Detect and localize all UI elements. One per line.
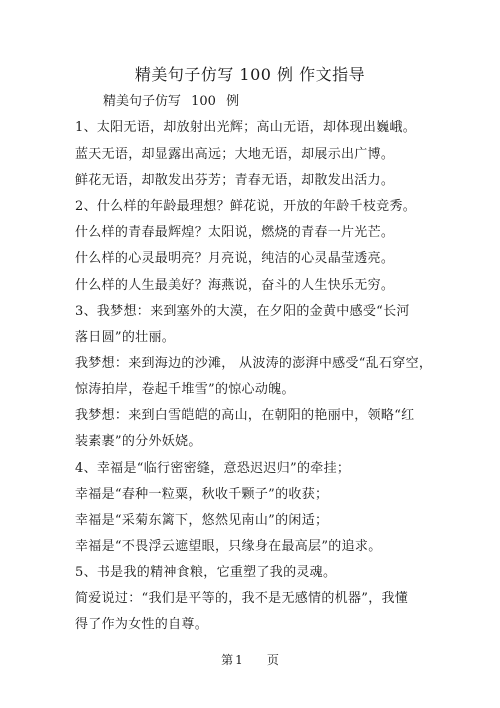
text-line: 幸福是“不畏浮云遮望眼，只缘身在最高层”的追求。 bbox=[75, 539, 382, 554]
text-line: 什么样的青春最辉煌？太阳说，燃烧的青春一片光芒。 bbox=[75, 225, 395, 240]
page-footer bbox=[0, 652, 500, 668]
text-line: 装素裹”的分外妖娆。 bbox=[75, 434, 202, 449]
page-label-suffix: 页 bbox=[266, 653, 279, 667]
text-line: 蓝天无语，却显露出高远；大地无语，却展示出广博。 bbox=[75, 147, 395, 162]
document-subtitle: 精美句子仿写 100 例 bbox=[103, 94, 240, 109]
text-line: 惊涛拍岸，卷起千堆雪”的惊心动魄。 bbox=[75, 382, 295, 397]
text-line: 幸福是“春种一粒粟，秋收千颗子”的收获； bbox=[75, 487, 329, 502]
text-line: 鲜花无语，却散发出芬芳；青春无语，却散发出活力。 bbox=[75, 173, 395, 188]
document-title: 精美句子仿写 100 例 作文指导 bbox=[134, 65, 366, 84]
text-line: 什么样的人生最美好？海燕说，奋斗的人生快乐无穷。 bbox=[75, 278, 395, 293]
text-line: 1、太阳无语，却放射出光辉；高山无语，却体现出巍峨。 bbox=[75, 120, 417, 135]
text-line: 得了作为女性的自尊。 bbox=[75, 617, 209, 632]
text-line: 简爱说过：“我们是平等的，我不是无感情的机器”，我懂 bbox=[75, 591, 409, 606]
text-line: 我梦想：来到白雪皑皑的高山，在朝阳的艳丽中，领略“红 bbox=[75, 408, 415, 423]
text-line: 2、什么样的年龄最理想？鲜花说，开放的年龄千枝竞秀。 bbox=[75, 199, 417, 214]
page-label-prefix: 第 bbox=[221, 653, 234, 667]
text-line: 4、幸福是“临行密密缝，意恐迟迟归”的牵挂； bbox=[75, 461, 351, 476]
text-line: 什么样的心灵最明亮？月亮说，纯洁的心灵晶莹透亮。 bbox=[75, 251, 395, 266]
text-line: 我梦想：来到海边的沙滩， 从波涛的澎湃中感受“乱石穿空， bbox=[75, 356, 433, 371]
page-number: 1 bbox=[235, 653, 243, 667]
text-line: 3、我梦想：来到塞外的大漠，在夕阳的金黄中感受“长河 bbox=[75, 304, 410, 319]
text-line: 幸福是“采菊东篱下，悠然见南山”的闲适； bbox=[75, 513, 329, 528]
text-line: 落日圆”的壮丽。 bbox=[75, 330, 176, 345]
text-line: 5、书是我的精神食粮，它重塑了我的灵魂。 bbox=[75, 565, 337, 580]
